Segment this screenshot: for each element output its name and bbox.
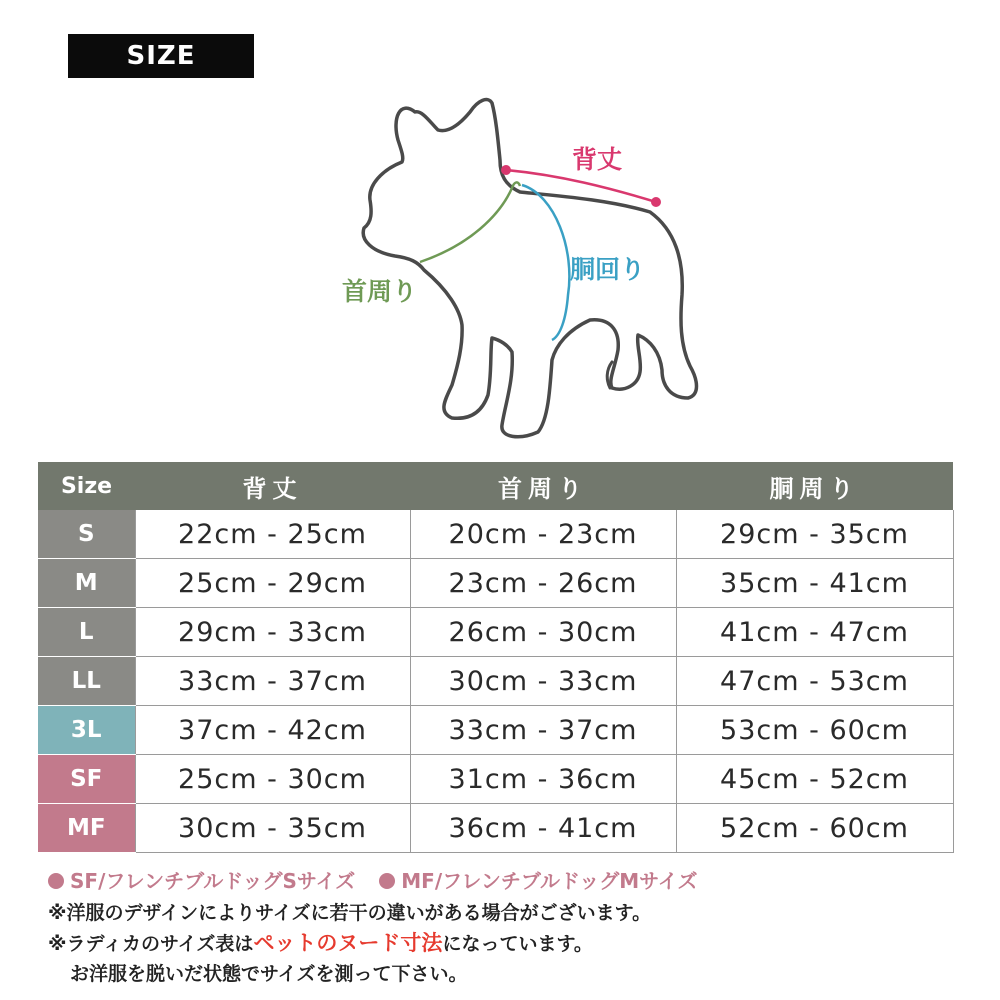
chest-label: 胴回り	[570, 255, 646, 284]
size-cell: M	[38, 559, 135, 608]
header-back-length: 背丈	[135, 462, 410, 510]
table-header-row	[38, 462, 953, 510]
size-cell: S	[38, 510, 135, 559]
table-row	[38, 608, 953, 657]
note-line2-post: になっています。	[442, 933, 593, 955]
table-row	[38, 706, 953, 755]
back-length-cell: 22cm - 25cm	[135, 510, 410, 559]
size-chart-table	[38, 462, 954, 853]
back-length-cell: 25cm - 30cm	[135, 755, 410, 804]
chest-cell: 29cm - 35cm	[676, 510, 953, 559]
neck-cell: 36cm - 41cm	[410, 804, 676, 853]
dog-outline	[363, 100, 696, 437]
neck-cell: 33cm - 37cm	[410, 706, 676, 755]
header-chest: 胴周り	[676, 462, 953, 510]
chest-cell: 35cm - 41cm	[676, 559, 953, 608]
note-measure-instruction: お洋服を脱いだ状態でサイズを測って下さい。	[70, 963, 468, 985]
notes-section	[48, 866, 978, 989]
back-length-cell: 33cm - 37cm	[135, 657, 410, 706]
size-legend	[48, 866, 978, 896]
note-design-variance: ※洋服のデザインによりサイズに若干の違いがある場合がございます。	[48, 902, 652, 924]
neck-cell: 30cm - 33cm	[410, 657, 676, 706]
back-length-cell: 29cm - 33cm	[135, 608, 410, 657]
table-row	[38, 804, 953, 853]
chest-cell: 52cm - 60cm	[676, 804, 953, 853]
back-length-cell: 25cm - 29cm	[135, 559, 410, 608]
chest-cell: 53cm - 60cm	[676, 706, 953, 755]
table-row	[38, 559, 953, 608]
dog-measurement-diagram	[0, 0, 1000, 460]
back-length-cell: 30cm - 35cm	[135, 804, 410, 853]
legend-dot-icon	[379, 873, 395, 889]
chest-cell: 47cm - 53cm	[676, 657, 953, 706]
neck-cell: 20cm - 23cm	[410, 510, 676, 559]
size-cell: SF	[38, 755, 135, 804]
table-row	[38, 510, 953, 559]
size-cell: LL	[38, 657, 135, 706]
header-neck: 首周り	[410, 462, 676, 510]
size-header-label: SIZE	[68, 34, 254, 78]
neck-cell: 31cm - 36cm	[410, 755, 676, 804]
note-nude-measurement	[48, 928, 978, 959]
legend-mf-text: MF/フレンチブルドッグMサイズ	[401, 869, 698, 893]
chest-cell: 41cm - 47cm	[676, 608, 953, 657]
header-size: Size	[38, 462, 135, 510]
legend-sf-text: SF/フレンチブルドッグSサイズ	[70, 869, 356, 893]
neck-cell: 23cm - 26cm	[410, 559, 676, 608]
table-row	[38, 755, 953, 804]
size-cell: 3L	[38, 706, 135, 755]
table-row	[38, 657, 953, 706]
neck-line	[420, 182, 520, 262]
legend-sf	[48, 866, 355, 896]
back-length-label: 背丈	[572, 145, 623, 174]
chest-line	[522, 185, 569, 340]
back-length-cell: 37cm - 42cm	[135, 706, 410, 755]
note-highlight: ペットのヌード寸法	[253, 931, 443, 955]
legend-dot-icon	[48, 873, 64, 889]
legend-mf	[379, 866, 697, 896]
chest-cell: 45cm - 52cm	[676, 755, 953, 804]
size-cell: L	[38, 608, 135, 657]
note-line2-pre: ※ラディカのサイズ表は	[48, 933, 254, 955]
size-cell: MF	[38, 804, 135, 853]
neck-cell: 26cm - 30cm	[410, 608, 676, 657]
neck-label: 首周り	[342, 277, 418, 306]
